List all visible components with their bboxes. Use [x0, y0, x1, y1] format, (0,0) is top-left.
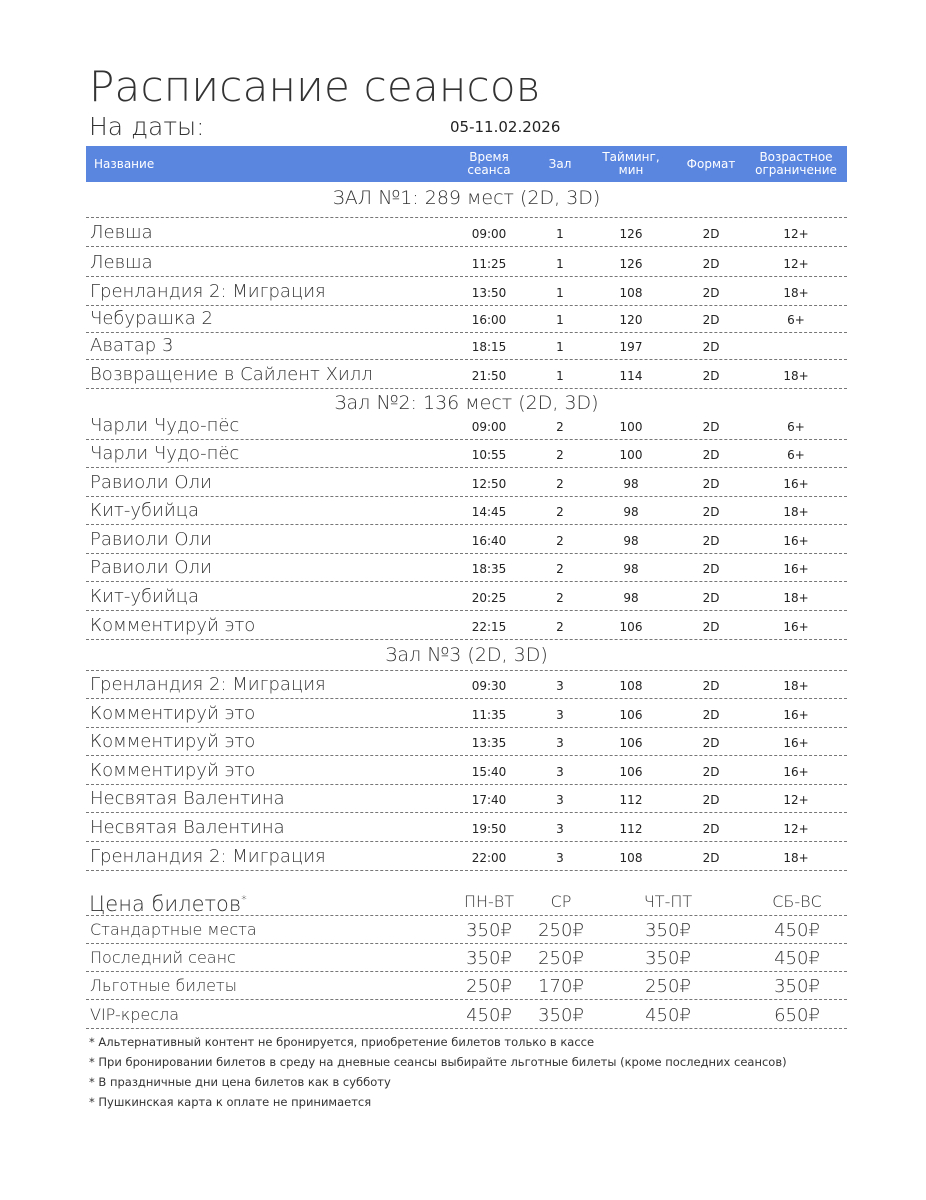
session-row — [86, 814, 847, 842]
price-value: 350₽ — [645, 948, 691, 969]
session-format: 2D — [702, 851, 720, 865]
session-row — [86, 583, 847, 611]
session-hall: 1 — [556, 369, 564, 383]
column-header-hall: Зал — [548, 156, 572, 171]
session-title: Гренландия 2: Миграция — [90, 674, 326, 695]
session-hall: 3 — [556, 793, 564, 807]
price-row — [86, 1001, 847, 1029]
session-row — [86, 469, 847, 497]
session-format: 2D — [702, 562, 720, 576]
session-title: Чебурашка 2 — [90, 308, 213, 329]
session-age: 16+ — [783, 708, 809, 722]
price-row — [86, 916, 847, 944]
session-format: 2D — [702, 477, 720, 491]
session-time: 10:55 — [471, 448, 507, 462]
column-header-time: Время сеанса — [467, 150, 511, 177]
price-category: Последний сеанс — [90, 948, 236, 967]
session-time: 16:00 — [471, 313, 507, 327]
price-day-sat-sun: СБ-ВС — [772, 892, 822, 911]
session-age: 6+ — [787, 313, 805, 327]
session-title: Комментируй это — [90, 703, 256, 724]
session-duration: 108 — [619, 679, 643, 693]
session-format: 2D — [702, 313, 720, 327]
session-duration: 98 — [623, 534, 639, 548]
session-hall: 1 — [556, 227, 564, 241]
session-duration: 112 — [619, 822, 643, 836]
session-duration: 106 — [619, 620, 643, 634]
session-format: 2D — [702, 369, 720, 383]
footnote: * Пушкинская карта к оплате не принимается — [89, 1095, 372, 1109]
session-row — [86, 218, 847, 247]
footnote: * При бронировании билетов в среду на дневные сеансы выбирайте льготные билеты (кроме последних сеансов) — [89, 1055, 787, 1069]
column-header-name: Название — [94, 156, 155, 171]
session-hall: 2 — [556, 620, 564, 634]
price-row — [86, 944, 847, 972]
session-time: 09:30 — [471, 679, 507, 693]
session-title: Равиоли Оли — [90, 529, 212, 550]
price-value: 350₽ — [538, 1005, 584, 1026]
dates-value: 05-11.02.2026 — [450, 118, 561, 136]
session-format: 2D — [702, 591, 720, 605]
session-hall: 1 — [556, 286, 564, 300]
session-row — [86, 729, 847, 756]
session-title: Комментируй это — [90, 760, 256, 781]
session-row — [86, 786, 847, 813]
hall-title: ЗАЛ №1: 289 мест (2D, 3D) — [332, 187, 601, 209]
footnote: * В праздничные дни цена билетов как в субботу — [89, 1075, 391, 1089]
session-format: 2D — [702, 448, 720, 462]
price-day-thu-fri: ЧТ-ПТ — [643, 892, 693, 911]
session-format: 2D — [702, 736, 720, 750]
session-hall: 1 — [556, 340, 564, 354]
session-time: 11:35 — [471, 708, 507, 722]
session-row — [86, 555, 847, 582]
session-format: 2D — [702, 620, 720, 634]
price-row — [86, 972, 847, 1000]
session-duration: 100 — [619, 448, 643, 462]
session-duration: 100 — [619, 420, 643, 434]
session-time: 19:50 — [471, 822, 507, 836]
price-category: VIP-кресла — [90, 1005, 180, 1024]
session-duration: 114 — [619, 369, 643, 383]
session-format: 2D — [702, 505, 720, 519]
session-time: 18:15 — [471, 340, 507, 354]
session-row — [86, 612, 847, 640]
session-format: 2D — [702, 534, 720, 548]
dates-label: На даты: — [89, 112, 205, 141]
session-row — [86, 361, 847, 389]
price-value: 350₽ — [466, 948, 512, 969]
session-time: 20:25 — [471, 591, 507, 605]
session-hall: 1 — [556, 257, 564, 271]
session-time: 22:15 — [471, 620, 507, 634]
price-value: 250₽ — [538, 948, 584, 969]
session-hall: 2 — [556, 420, 564, 434]
session-format: 2D — [702, 227, 720, 241]
schedule-table-header — [86, 146, 847, 182]
session-row — [86, 248, 847, 277]
session-age: 16+ — [783, 736, 809, 750]
session-hall: 2 — [556, 562, 564, 576]
session-format: 2D — [702, 822, 720, 836]
session-time: 12:50 — [471, 477, 507, 491]
session-age: 18+ — [783, 679, 809, 693]
price-category: Стандартные места — [90, 920, 257, 939]
session-row — [86, 526, 847, 554]
session-row — [86, 414, 847, 440]
price-value: 350₽ — [774, 976, 820, 997]
session-title: Гренландия 2: Миграция — [90, 281, 326, 302]
session-duration: 106 — [619, 708, 643, 722]
session-duration: 98 — [623, 562, 639, 576]
session-age: 18+ — [783, 505, 809, 519]
session-duration: 112 — [619, 793, 643, 807]
session-hall: 1 — [556, 313, 564, 327]
session-age: 12+ — [783, 793, 809, 807]
column-header-age: Возрастное ограничение — [755, 150, 837, 177]
session-duration: 126 — [619, 227, 643, 241]
session-row — [86, 757, 847, 785]
session-age: 12+ — [783, 257, 809, 271]
session-format: 2D — [702, 420, 720, 434]
session-hall: 3 — [556, 851, 564, 865]
column-header-duration: Тайминг, мин — [602, 150, 660, 177]
session-title: Несвятая Валентина — [90, 817, 285, 838]
hall-title: Зал №2: 136 мест (2D, 3D) — [334, 392, 599, 414]
session-time: 17:40 — [471, 793, 507, 807]
price-category: Льготные билеты — [90, 976, 237, 995]
session-time: 14:45 — [471, 505, 507, 519]
session-title: Левша — [90, 222, 153, 243]
session-time: 09:00 — [471, 227, 507, 241]
session-row — [86, 671, 847, 699]
session-duration: 98 — [623, 591, 639, 605]
session-title: Чарли Чудо-пёс — [90, 443, 240, 464]
session-age: 12+ — [783, 227, 809, 241]
session-age: 16+ — [783, 620, 809, 634]
session-format: 2D — [702, 765, 720, 779]
session-row — [86, 843, 847, 871]
price-value: 250₽ — [645, 976, 691, 997]
session-row — [86, 278, 847, 306]
session-duration: 120 — [619, 313, 643, 327]
session-format: 2D — [702, 286, 720, 300]
price-day-mon-tue: ПН-ВТ — [463, 892, 515, 911]
price-value: 350₽ — [466, 920, 512, 941]
footnotes — [89, 1035, 787, 1115]
column-header-format: Формат — [686, 156, 736, 171]
session-duration: 106 — [619, 765, 643, 779]
session-title: Аватар 3 — [90, 335, 174, 356]
session-duration: 98 — [623, 505, 639, 519]
price-value: 350₽ — [645, 920, 691, 941]
session-hall: 2 — [556, 534, 564, 548]
session-format: 2D — [702, 793, 720, 807]
price-value: 250₽ — [466, 976, 512, 997]
session-hall: 2 — [556, 448, 564, 462]
session-age: 16+ — [783, 765, 809, 779]
session-time: 09:00 — [471, 420, 507, 434]
session-title: Левша — [90, 252, 153, 273]
session-hall: 3 — [556, 822, 564, 836]
session-title: Гренландия 2: Миграция — [90, 846, 326, 867]
session-time: 18:35 — [471, 562, 507, 576]
session-time: 15:40 — [471, 765, 507, 779]
session-title: Равиоли Оли — [90, 557, 212, 578]
session-time: 11:25 — [471, 257, 507, 271]
session-title: Комментируй это — [90, 731, 256, 752]
price-value: 450₽ — [466, 1005, 512, 1026]
session-age: 18+ — [783, 369, 809, 383]
session-age: 6+ — [787, 420, 805, 434]
session-title: Кит-убийца — [90, 586, 200, 607]
price-value: 250₽ — [538, 920, 584, 941]
session-row — [86, 307, 847, 333]
session-row — [86, 498, 847, 525]
session-duration: 108 — [619, 286, 643, 300]
session-format: 2D — [702, 679, 720, 693]
session-title: Возвращение в Сайлент Хилл — [90, 364, 373, 385]
session-row — [86, 700, 847, 728]
session-age: 16+ — [783, 534, 809, 548]
session-age: 18+ — [783, 591, 809, 605]
session-hall: 2 — [556, 591, 564, 605]
session-age: 6+ — [787, 448, 805, 462]
price-day-wed: СР — [550, 892, 572, 911]
session-title: Кит-убийца — [90, 500, 200, 521]
session-format: 2D — [702, 257, 720, 271]
session-duration: 197 — [619, 340, 643, 354]
session-row — [86, 441, 847, 468]
session-title: Чарли Чудо-пёс — [90, 415, 240, 436]
prices-title: Цена билетов* — [89, 892, 247, 916]
session-hall: 3 — [556, 679, 564, 693]
session-duration: 98 — [623, 477, 639, 491]
footnote: * Альтернативный контент не бронируется, приобретение билетов только в кассе — [89, 1035, 595, 1049]
price-value: 450₽ — [774, 920, 820, 941]
session-time: 16:40 — [471, 534, 507, 548]
page-title: Расписание сеансов — [89, 62, 541, 111]
session-duration: 126 — [619, 257, 643, 271]
session-duration: 106 — [619, 736, 643, 750]
session-time: 22:00 — [471, 851, 507, 865]
session-title: Несвятая Валентина — [90, 788, 285, 809]
session-format: 2D — [702, 708, 720, 722]
session-title: Комментируй это — [90, 615, 256, 636]
session-row — [86, 334, 847, 360]
session-title: Равиоли Оли — [90, 472, 212, 493]
price-value: 170₽ — [538, 976, 584, 997]
session-time: 21:50 — [471, 369, 507, 383]
session-format: 2D — [702, 340, 720, 354]
session-hall: 3 — [556, 736, 564, 750]
session-hall: 2 — [556, 477, 564, 491]
session-age: 16+ — [783, 477, 809, 491]
session-time: 13:50 — [471, 286, 507, 300]
session-age: 12+ — [783, 822, 809, 836]
price-value: 450₽ — [645, 1005, 691, 1026]
session-hall: 3 — [556, 708, 564, 722]
session-time: 13:35 — [471, 736, 507, 750]
session-hall: 3 — [556, 765, 564, 779]
hall-title: Зал №3 (2D, 3D) — [385, 644, 548, 666]
session-hall: 2 — [556, 505, 564, 519]
session-age: 18+ — [783, 286, 809, 300]
session-age: 16+ — [783, 562, 809, 576]
session-duration: 108 — [619, 851, 643, 865]
session-age: 18+ — [783, 851, 809, 865]
price-value: 650₽ — [774, 1005, 820, 1026]
price-value: 450₽ — [774, 948, 820, 969]
